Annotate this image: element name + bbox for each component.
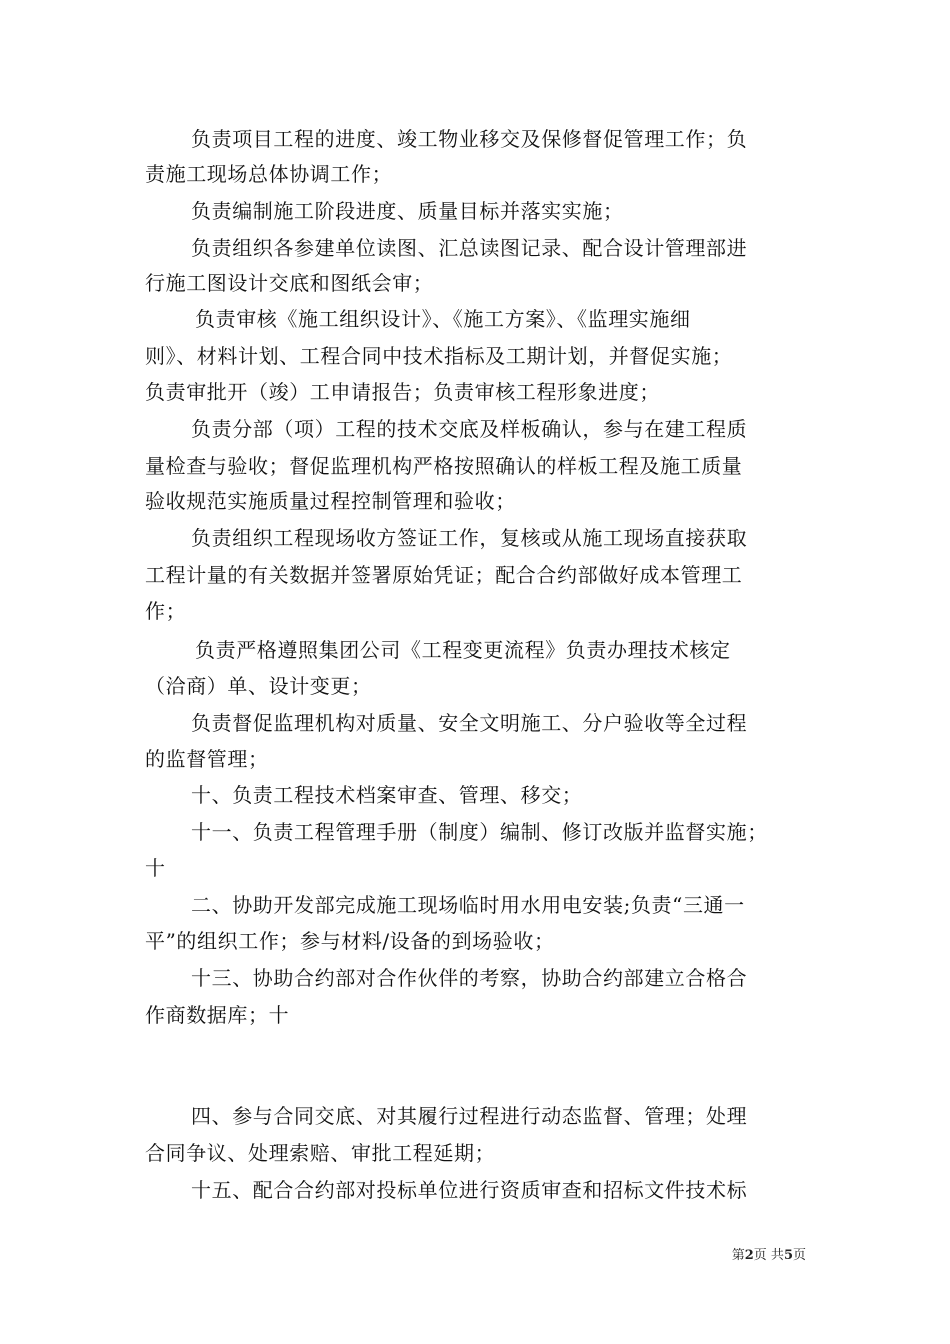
text-line: （洽商）单、设计变更； xyxy=(145,674,372,698)
text-line: 的监督管理； xyxy=(145,747,269,771)
footer-prefix: 第 xyxy=(731,1248,745,1263)
text-line: 负责严格遵照集团公司《工程变更流程》负责办理技术核定 xyxy=(195,638,731,662)
text-line: 负责督促监理机构对质量、安全文明施工、分户验收等全过程 xyxy=(191,711,748,735)
text-line: 十、负责工程技术档案审查、管理、移交； xyxy=(191,783,583,807)
text-line: 十五、配合合约部对投标单位进行资质审查和招标文件技术标 xyxy=(191,1178,748,1202)
text-line: 作商数据库；十 xyxy=(145,1003,290,1027)
text-line: 十 xyxy=(145,856,166,880)
text-line: 行施工图设计交底和图纸会审； xyxy=(145,271,434,295)
text-line: 四、参与合同交底、对其履行过程进行动态监督、管理；处理 xyxy=(191,1104,748,1128)
text-line: 作； xyxy=(145,599,187,623)
text-line: 十一、负责工程管理手册（制度）编制、修订改版并监督实施； xyxy=(191,820,768,844)
text-line: 负责分部（项）工程的技术交底及样板确认，参与在建工程质 xyxy=(191,417,748,441)
text-line: 则》、材料计划、工程合同中技术指标及工期计划，并督促实施； xyxy=(145,344,733,368)
text-line: 量检查与验收；督促监理机构严格按照确认的样板工程及施工质量 xyxy=(145,454,743,478)
text-line: 负责组织工程现场收方签证工作，复核或从施工现场直接获取 xyxy=(191,526,748,550)
text-line: 负责审批开（竣）工申请报告；负责审核工程形象进度； xyxy=(145,380,660,404)
footer-suffix: 页 xyxy=(792,1248,806,1263)
footer-total-pages: 5 xyxy=(783,1248,793,1263)
text-line: 二、协助开发部完成施工现场临时用水用电安装;负责“三通一 xyxy=(191,893,745,917)
footer-current-page: 2 xyxy=(744,1248,754,1263)
text-line: 负责审核《施工组织设计》、《施工方案》、《监理实施细 xyxy=(195,307,691,331)
text-line: 负责项目工程的进度、竣工物业移交及保修督促管理工作；负 xyxy=(191,127,748,151)
text-line: 负责编制施工阶段进度、质量目标并落实实施； xyxy=(191,199,624,223)
page-footer xyxy=(0,1248,806,1264)
text-line: 十三、协助合约部对合作伙伴的考察，协助合约部建立合格合 xyxy=(191,966,748,990)
text-line: 验收规范实施质量过程控制管理和验收； xyxy=(145,489,516,513)
text-line: 负责组织各参建单位读图、汇总读图记录、配合设计管理部进 xyxy=(191,236,748,260)
footer-middle: 页 共 xyxy=(753,1248,784,1263)
text-line: 合同争议、处理索赔、审批工程延期； xyxy=(145,1141,496,1165)
text-line: 工程计量的有关数据并签署原始凭证；配合合约部做好成本管理工 xyxy=(145,563,743,587)
text-line: 平”的组织工作；参与材料/设备的到场验收； xyxy=(145,929,555,953)
text-line: 责施工现场总体协调工作； xyxy=(145,162,393,186)
